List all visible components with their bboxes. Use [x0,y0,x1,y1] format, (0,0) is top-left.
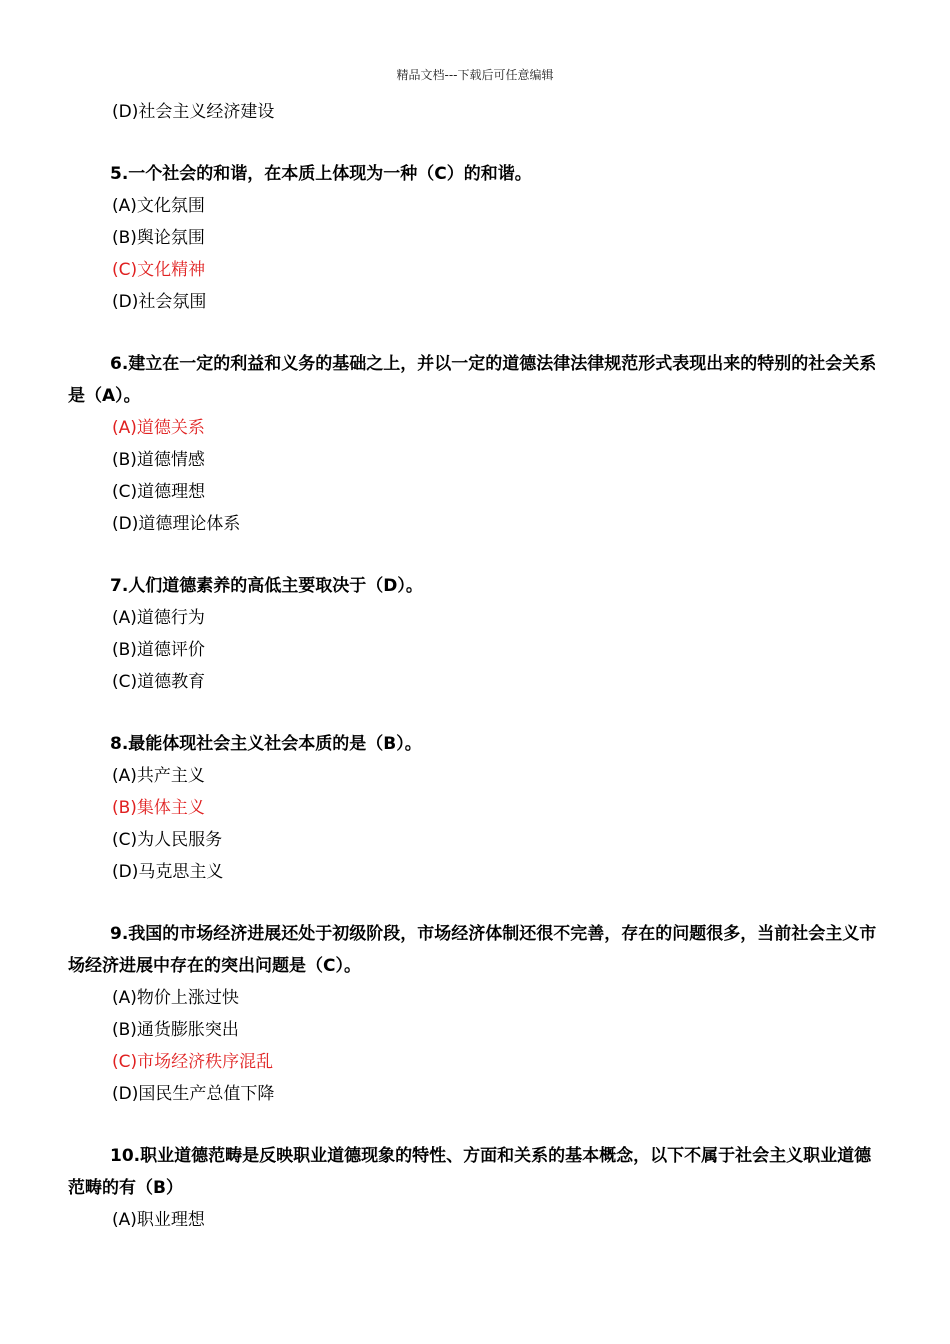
question-9-option-d: (D)国民生产总值下降 [112,1084,275,1104]
question-8-option-a: (A)共产主义 [112,766,205,786]
question-9-option-c: (C)市场经济秩序混乱 [112,1052,274,1072]
question-9-option-a: (A)物价上涨过快 [112,988,239,1008]
question-10-text: 10.职业道德范畴是反映职业道德现象的特性、方面和关系的基本概念，以下不属于社会主义职业道德范畴的有（B） [68,1146,872,1198]
question-6-text: 6.建立在一定的利益和义务的基础之上，并以一定的道德法律法律规范形式表现出来的特别的社会关系是（A）。 [68,354,877,406]
question-7-option-c: (C)道德教育 [112,672,206,692]
spacer [0,318,950,348]
spacer [0,888,950,918]
question-5-option-d: (D)社会氛围 [112,292,207,312]
question-5-option-a: (A)文化氛围 [112,196,205,216]
question-5-option-b: (B)舆论氛围 [112,228,205,248]
question-8-option-d: (D)马克思主义 [112,862,224,882]
question-9-text: 9.我国的市场经济进展还处于初级阶段，市场经济体制还很不完善，存在的问题很多，当前社会主义市场经济进展中存在的突出问题是（C）。 [68,924,877,976]
question-5-option-c: (C)文化精神 [112,260,206,280]
question-9-option-b: (B)通货膨胀突出 [112,1020,239,1040]
question-block-6 [0,348,950,540]
page-header: 精品文档---下载后可任意编辑 [396,68,554,82]
question-6-option-a: (A)道德关系 [112,418,205,438]
question-8-option-c: (C)为人民服务 [112,830,223,850]
option-top: (D)社会主义经济建设 [112,102,275,122]
question-10-option-a: (A)职业理想 [112,1210,205,1230]
document-body [0,96,950,1236]
question-block-10 [0,1140,950,1236]
question-6-option-d: (D)道德理论体系 [112,514,241,534]
question-7-option-a: (A)道德行为 [112,608,205,628]
spacer [0,540,950,570]
question-8-text: 8.最能体现社会主义社会本质的是（B）。 [110,734,422,754]
question-8-option-b: (B)集体主义 [112,798,205,818]
spacer [0,698,950,728]
question-block-8 [0,728,950,888]
question-7-text: 7.人们道德素养的高低主要取决于（D）。 [110,576,423,596]
spacer [0,1110,950,1140]
question-6-option-b: (B)道德情感 [112,450,205,470]
question-block-5 [0,158,950,318]
spacer [0,128,950,158]
question-block-7 [0,570,950,698]
question-7-option-b: (B)道德评价 [112,640,205,660]
question-6-option-c: (C)道德理想 [112,482,206,502]
question-block-9 [0,918,950,1110]
question-5-text: 5.一个社会的和谐，在本质上体现为一种（C）的和谐。 [110,164,532,184]
